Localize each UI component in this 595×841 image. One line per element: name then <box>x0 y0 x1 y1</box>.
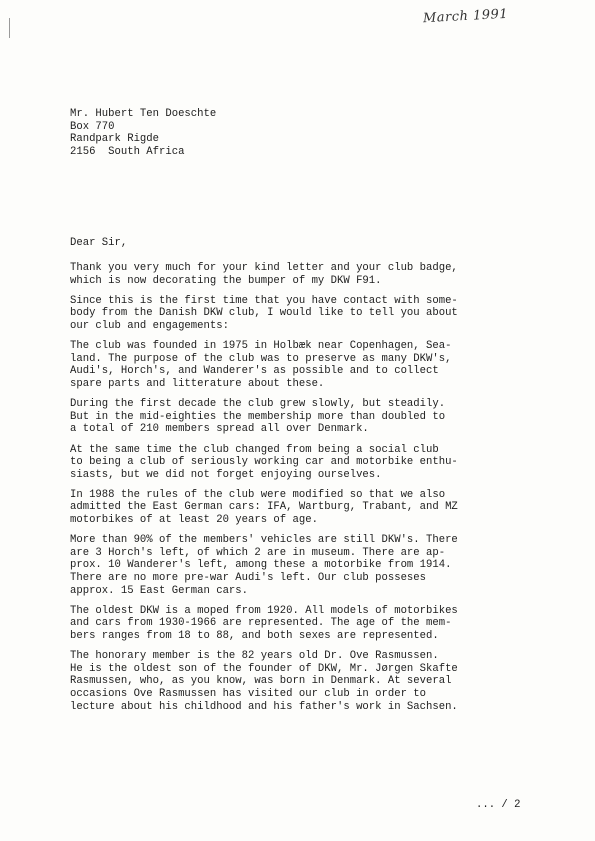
paragraph-honorary-member: The honorary member is the 82 years old Dr. Ove Rasmussen. He is the oldest son of the founder of DKW, Mr. Jørgen Skafte Rasmussen, who, as you know, was born in Denmark. At several occasions Ove Rasmussen has visited our club in order to lecture about his childhood and his father's work in Sachsen. <box>70 650 458 713</box>
recipient-address <box>70 108 216 158</box>
address-line-box: Box 770 <box>70 120 115 133</box>
paragraph-rules: In 1988 the rules of the club were modified so that we also admitted the East German cars: IFA, Wartburg, Trabant, and MZ motorbikes of at least 20 years of age. <box>70 488 458 527</box>
address-line-postcode-country: 2156 South Africa <box>70 145 185 158</box>
paragraph-vehicles: More than 90% of the members' vehicles are still DKW's. There are 3 Horch's left, of which 2 are in museum. There are ap- prox. 10 Wanderer's left, among these a motorbike from 1914. There are no more pre-war Audi's left. Our club posseses approx. 15 East German cars. <box>70 534 458 597</box>
margin-mark <box>9 18 10 38</box>
paragraph-club-change: At the same time the club changed from being a social club to being a club of seriously working car and motorbike enthu- siasts, but we did not forget enjoying ourselves. <box>70 443 458 481</box>
address-line-city: Randpark Rigde <box>70 133 160 146</box>
letter-body <box>70 262 540 721</box>
page-continuation-marker: ... / 2 <box>476 799 521 811</box>
paragraph-founding: The club was founded in 1975 in Holbæk near Copenhagen, Sea- land. The purpose of the club was to preserve as many DKW's, Audi's, Horch's, and Wanderer's as possible and to collect spare parts and litterature about these. <box>70 340 452 390</box>
salutation: Dear Sir, <box>70 237 128 249</box>
paragraph-thanks: Thank you very much for your kind letter and your club badge, which is now decorating the bumper of my DKW F91. <box>70 262 458 287</box>
paragraph-oldest: The oldest DKW is a moped from 1920. All models of motorbikes and cars from 1930-1966 are represented. The age of the mem- bers ranges from 18 to 88, and both sexes are represented. <box>70 604 458 642</box>
address-line-name: Mr. Hubert Ten Doeschte <box>70 108 217 120</box>
paragraph-introduction: Since this is the first time that you have contact with some- body from the Danish DKW club, I would like to tell you about our club and engagements: <box>70 294 458 332</box>
handwritten-date: March 1991 <box>422 6 509 27</box>
paragraph-growth: During the first decade the club grew slowly, but steadily. But in the mid-eighties the membership more than doubled to a total of 210 members spread all over Denmark. <box>70 398 446 436</box>
